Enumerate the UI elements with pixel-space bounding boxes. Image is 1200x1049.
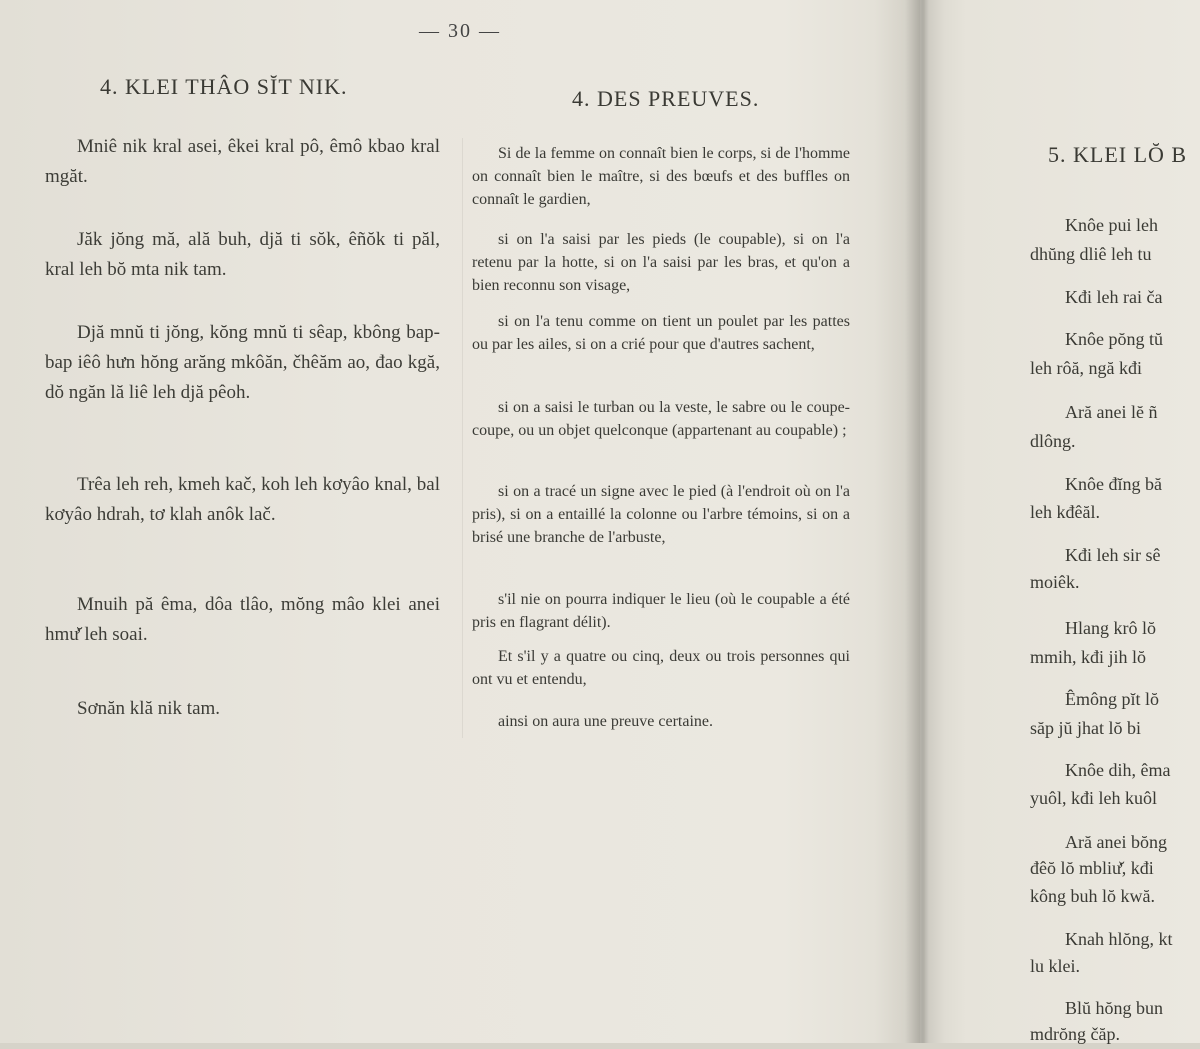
middle-paragraph: si on l'a tenu comme on tient un poulet par les pattes ou par les ailes, si on a crié pour que d'autres sachent,	[472, 313, 850, 353]
middle-paragraph: si on a saisi le turban ou la veste, le sabre ou le coupe-coupe, ou un objet quelconque (appartenant au coupable) ;	[472, 399, 850, 439]
right-line: Knôe pŏng tŭ	[1065, 329, 1163, 349]
right-line: Knôe dih, êma	[1065, 760, 1171, 780]
left-paragraph: Trêa leh reh, kmeh kač, koh leh kơyâo knal, bal kơyâo hdrah, tơ klah anôk lač.	[45, 474, 440, 525]
right-line: yuôl, kđi leh kuôl	[1030, 788, 1157, 808]
right-line: săp jŭ jhat lŏ bi	[1030, 718, 1141, 738]
column-divider	[462, 138, 463, 738]
right-line: Ară anei lĕ ñ	[1065, 402, 1158, 422]
right-line: Knôe đĭng bă	[1065, 474, 1162, 494]
left-paragraph: Jăk jŏng mă, ală buh, djă ti sŏk, êñŏk ti păl, kral leh bŏ mta nik tam.	[45, 229, 440, 280]
middle-paragraph: Et s'il y a quatre ou cinq, deux ou trois personnes qui ont vu et entendu,	[472, 648, 850, 688]
right-line: đêŏ lŏ mbliư̆, kđi	[1030, 858, 1154, 878]
right-line: Ară anei bŏng	[1065, 832, 1167, 852]
right-line: Kđi leh sir sê	[1065, 545, 1161, 565]
right-line: mmih, kđi jih lŏ	[1030, 647, 1147, 667]
book-gutter	[905, 0, 945, 1043]
right-line: dhŭng dliê leh tu	[1030, 244, 1152, 264]
right-line: Hlang krô lŏ	[1065, 618, 1156, 638]
middle-paragraph: Si de la femme on connaît bien le corps, si de l'homme on connaît bien le maître, si des bœufs et des buffles on connaît le gardien,	[472, 145, 850, 208]
right-page-title: 5. KLEI LŎ B	[1048, 142, 1188, 167]
left-paragraph: Mniê nik kral asei, êkei kral pô, êmô kbao kral mgăt.	[45, 136, 440, 187]
middle-column-title: 4. DES PREUVES.	[572, 86, 760, 111]
right-line: Knôe pui leh	[1065, 215, 1158, 235]
right-line: leh kđêăl.	[1030, 502, 1100, 522]
middle-paragraph: si on a tracé un signe avec le pied (à l'endroit où on l'a pris), si on a entaillé la colonne ou l'arbre témoins, si on a brisé une branche de l'arbuste,	[472, 483, 850, 546]
left-paragraph: Sơnăn klă nik tam.	[77, 698, 221, 719]
right-line: dlông.	[1030, 431, 1076, 451]
page-number: — 30 —	[419, 20, 501, 42]
middle-paragraph: ainsi on aura une preuve certaine.	[498, 713, 714, 730]
left-paragraph: Djă mnŭ ti jŏng, kŏng mnŭ ti sêap, kbông bap-bap iêô hưn hŏng arăng mkôăn, čhêăm ao, đao kgă, dŏ ngăn lă liê leh djă pêoh.	[45, 322, 440, 403]
right-line: Êmông pĭt lŏ	[1065, 689, 1159, 709]
left-column-title: 4. KLEI THÂO SĬT NIK.	[100, 74, 348, 99]
right-line: moiêk.	[1030, 572, 1080, 592]
middle-paragraph: si on l'a saisi par les pieds (le coupable), si on l'a retenu par la hotte, si on l'a saisi par les bras, et qu'on a bien reconnu son visage,	[472, 231, 850, 294]
right-line: Kđi leh rai ča	[1065, 287, 1163, 307]
right-line: lu klei.	[1030, 956, 1080, 976]
right-line: Blŭ hŏng bun	[1065, 998, 1164, 1018]
middle-paragraph: s'il nie on pourra indiquer le lieu (où le coupable a été pris en flagrant délit).	[472, 591, 850, 631]
right-line: leh rôă, ngă kđi	[1030, 358, 1142, 378]
right-line: mdrŏng čăp.	[1030, 1024, 1120, 1044]
left-paragraph: Mnuih pă êma, dôa tlâo, mŏng mâo klei anei hmư̆ leh soai.	[45, 594, 440, 645]
right-line: Knah hlŏng, kt	[1065, 929, 1173, 949]
right-line: kông buh lŏ kwă.	[1030, 886, 1155, 906]
